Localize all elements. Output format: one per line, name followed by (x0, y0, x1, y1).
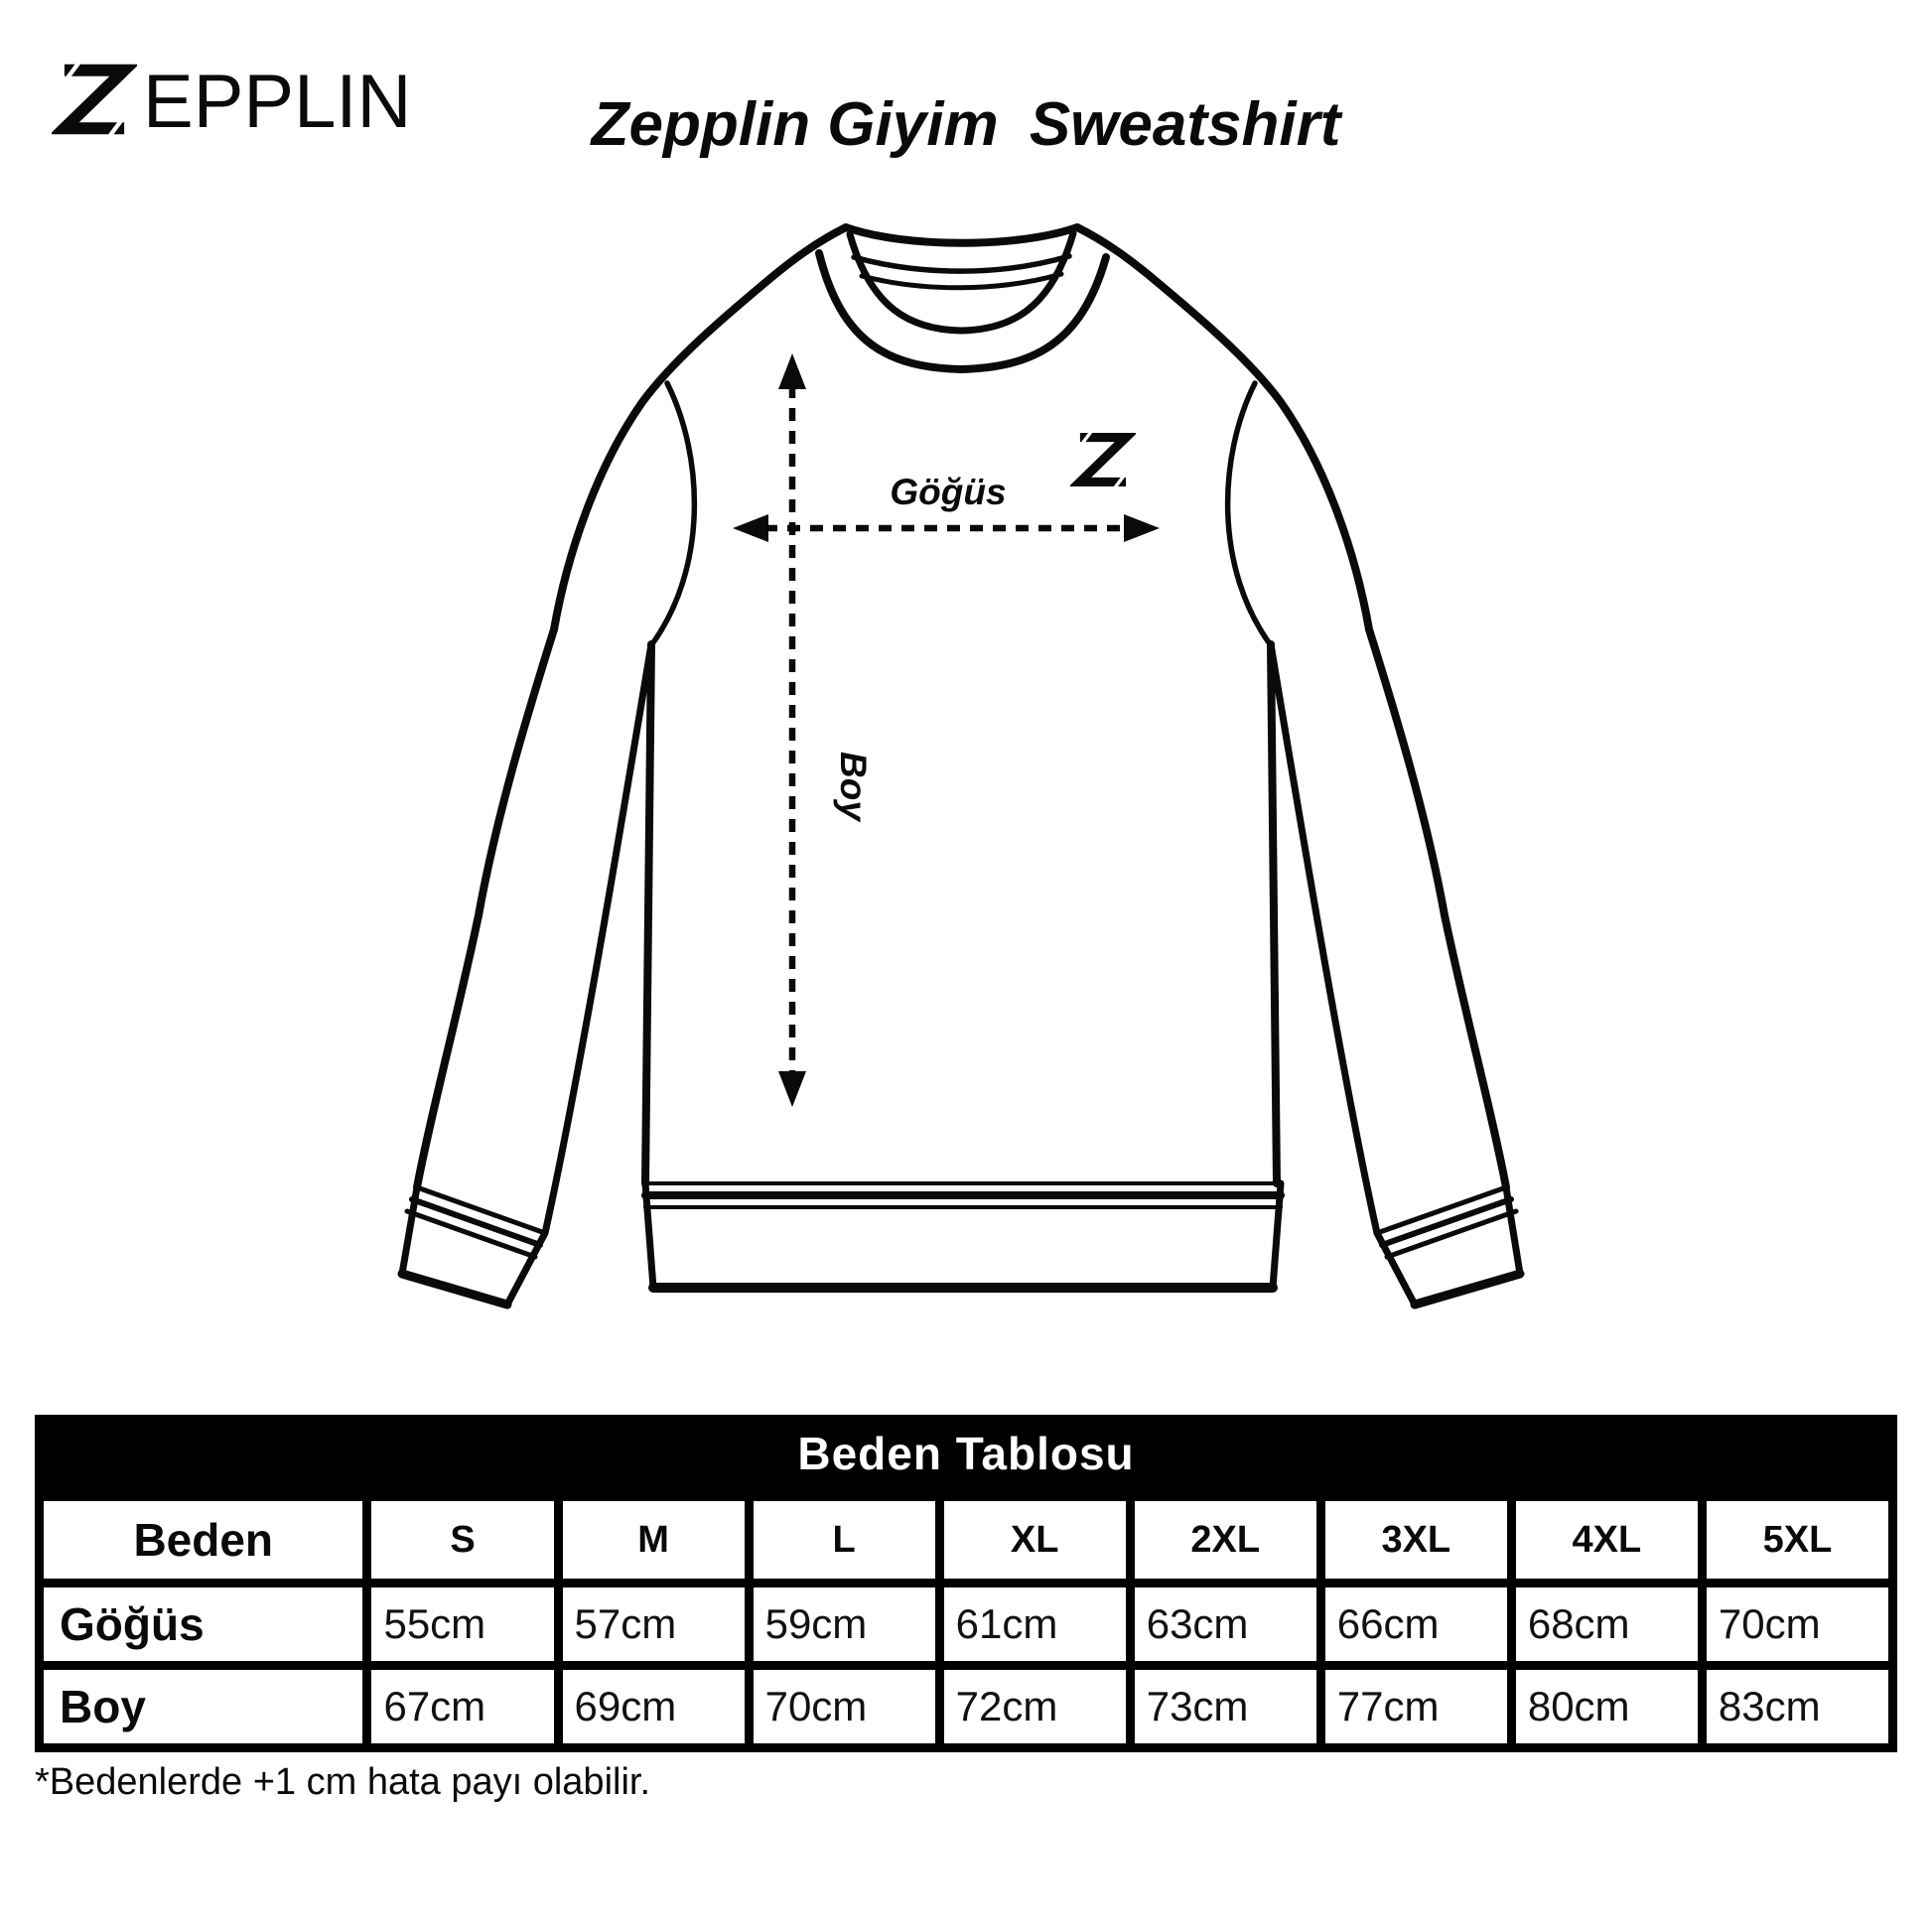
col-header: 2XL (1135, 1501, 1316, 1579)
col-header: Beden (44, 1501, 362, 1579)
size-value: 77cm (1325, 1670, 1507, 1743)
size-value: 68cm (1516, 1587, 1698, 1661)
size-value: 80cm (1516, 1670, 1698, 1743)
size-value: 70cm (1707, 1587, 1888, 1661)
table-row (44, 1587, 1888, 1661)
sweatshirt-diagram (298, 159, 1638, 1330)
table-row (44, 1670, 1888, 1743)
size-value: 70cm (754, 1670, 935, 1743)
size-value: 57cm (563, 1587, 745, 1661)
row-label: Boy (44, 1670, 362, 1743)
size-value: 83cm (1707, 1670, 1888, 1743)
size-value: 73cm (1135, 1670, 1316, 1743)
length-dimension-label: Boy (833, 752, 874, 821)
chest-arrow (733, 514, 1160, 542)
size-value: 66cm (1325, 1587, 1507, 1661)
size-table (35, 1415, 1897, 1752)
table-header-row (44, 1501, 1888, 1579)
size-value: 69cm (563, 1670, 745, 1743)
page-title (592, 91, 1341, 159)
col-header: L (754, 1501, 935, 1579)
size-value: 59cm (754, 1587, 935, 1661)
page-title-prefix: Zepplin Giyim (591, 90, 999, 159)
length-arrow (778, 353, 806, 1107)
brand-logo (52, 52, 411, 147)
size-tolerance-note: *Bedenlerde +1 cm hata payı olabilir. (35, 1761, 651, 1803)
chest-z-icon (1079, 429, 1127, 490)
size-value: 63cm (1135, 1587, 1316, 1661)
brand-z-icon (52, 52, 137, 147)
brand-name: EPPLIN (143, 60, 412, 144)
col-header: 3XL (1325, 1501, 1507, 1579)
chest-dimension-label: Göğüs (890, 472, 1007, 512)
page-title-product: Sweatshirt (1029, 90, 1341, 159)
col-header: S (371, 1501, 553, 1579)
col-header: M (563, 1501, 745, 1579)
col-header: XL (944, 1501, 1126, 1579)
row-label: Göğüs (44, 1587, 362, 1661)
size-value: 61cm (944, 1587, 1126, 1661)
size-value: 67cm (371, 1670, 553, 1743)
col-header: 5XL (1707, 1501, 1888, 1579)
size-table-caption: Beden Tablosu (797, 1428, 1135, 1479)
size-value: 72cm (944, 1670, 1126, 1743)
size-value: 55cm (371, 1587, 553, 1661)
col-header: 4XL (1516, 1501, 1698, 1579)
